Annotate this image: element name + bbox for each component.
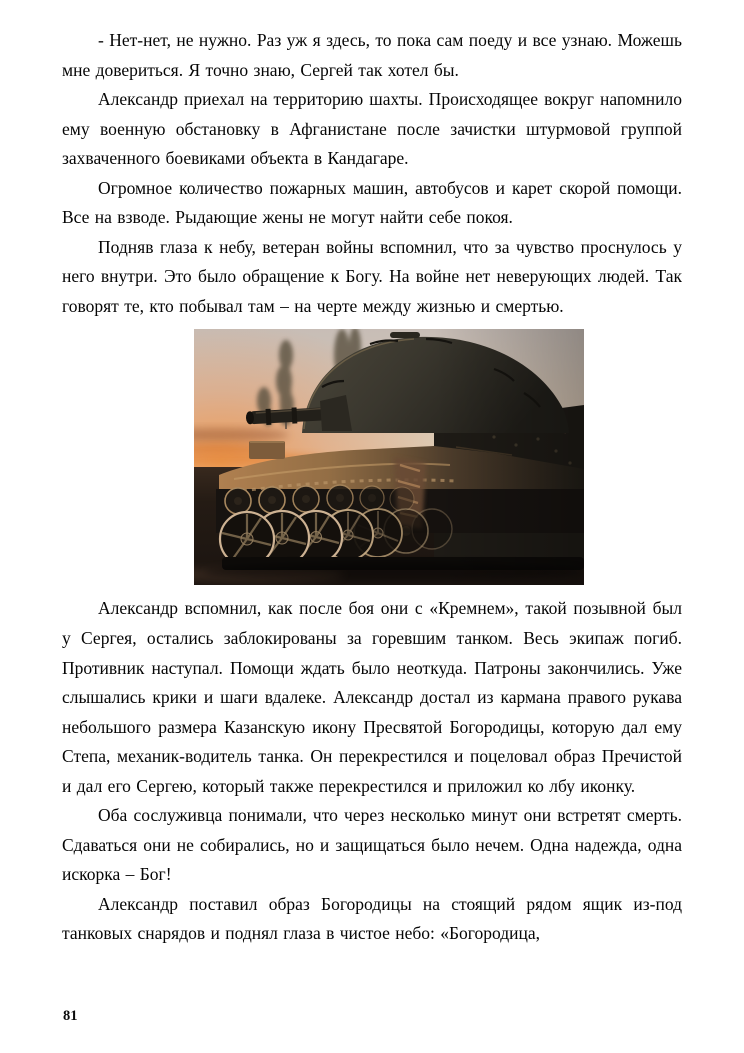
page-number: 81	[63, 1008, 78, 1024]
tank-photo-graphic	[194, 329, 584, 585]
paragraph-4: Подняв глаза к небу, ветеран войны вспомнил, что за чувство проснулось у него внутри. Это было обращение к Богу. На войне нет неверующих людей. Так говорят те, кто побывал там – на черте между жизнью и смертью.	[62, 236, 682, 316]
paragraph-3: Огромное количество пожарных машин, автобусов и карет скорой помощи. Все на взводе. Рыдающие жены не могут найти себе покоя.	[62, 177, 682, 228]
paragraph-7: Александр поставил образ Богородицы на стоящий рядом ящик из-под танковых снарядов и поднял глаза в чистое небо: «Богородица,	[62, 893, 682, 944]
paragraph-1: - Нет-нет, не нужно. Раз уж я здесь, то пока сам поеду и все узнаю. Можешь мне довериться. Я точно знаю, Сергей так хотел бы.	[62, 30, 682, 80]
paragraph-6: Оба сослуживца понимали, что через несколько минут они встретят смерть. Сдаваться они не собирались, но и защищаться было нечем. Одна надежда, одна искорка – Бог!	[62, 805, 682, 885]
text-block	[62, 26, 682, 949]
paragraph-2: Александр приехал на территорию шахты. Происходящее вокруг напомнило ему военную обстановку в Афганистане после зачистки штурмовой группой захваченного боевиками объекта в Кандагаре.	[62, 89, 682, 169]
paragraph-5: Александр вспомнил, как после боя они с «Кремнем», такой позывной был у Сергея, остались заблокированы за горевшим танком. Весь экипаж погиб. Противник наступал. Помощи ждать было неоткуда. Патроны закончились. Уже слышались крики и шаги вдалеке. Александр достал из кармана правого рукава небольшого размера Казанскую икону Пресвятой Богородицы, которую дал ему Степа, механик-водитель танка. Он перекрестился и поцеловал образ Пречистой и дал его Сергею, который также перекрестился и приложил ко лбу иконку.	[62, 598, 682, 796]
tank-sunset-photo	[194, 329, 584, 585]
